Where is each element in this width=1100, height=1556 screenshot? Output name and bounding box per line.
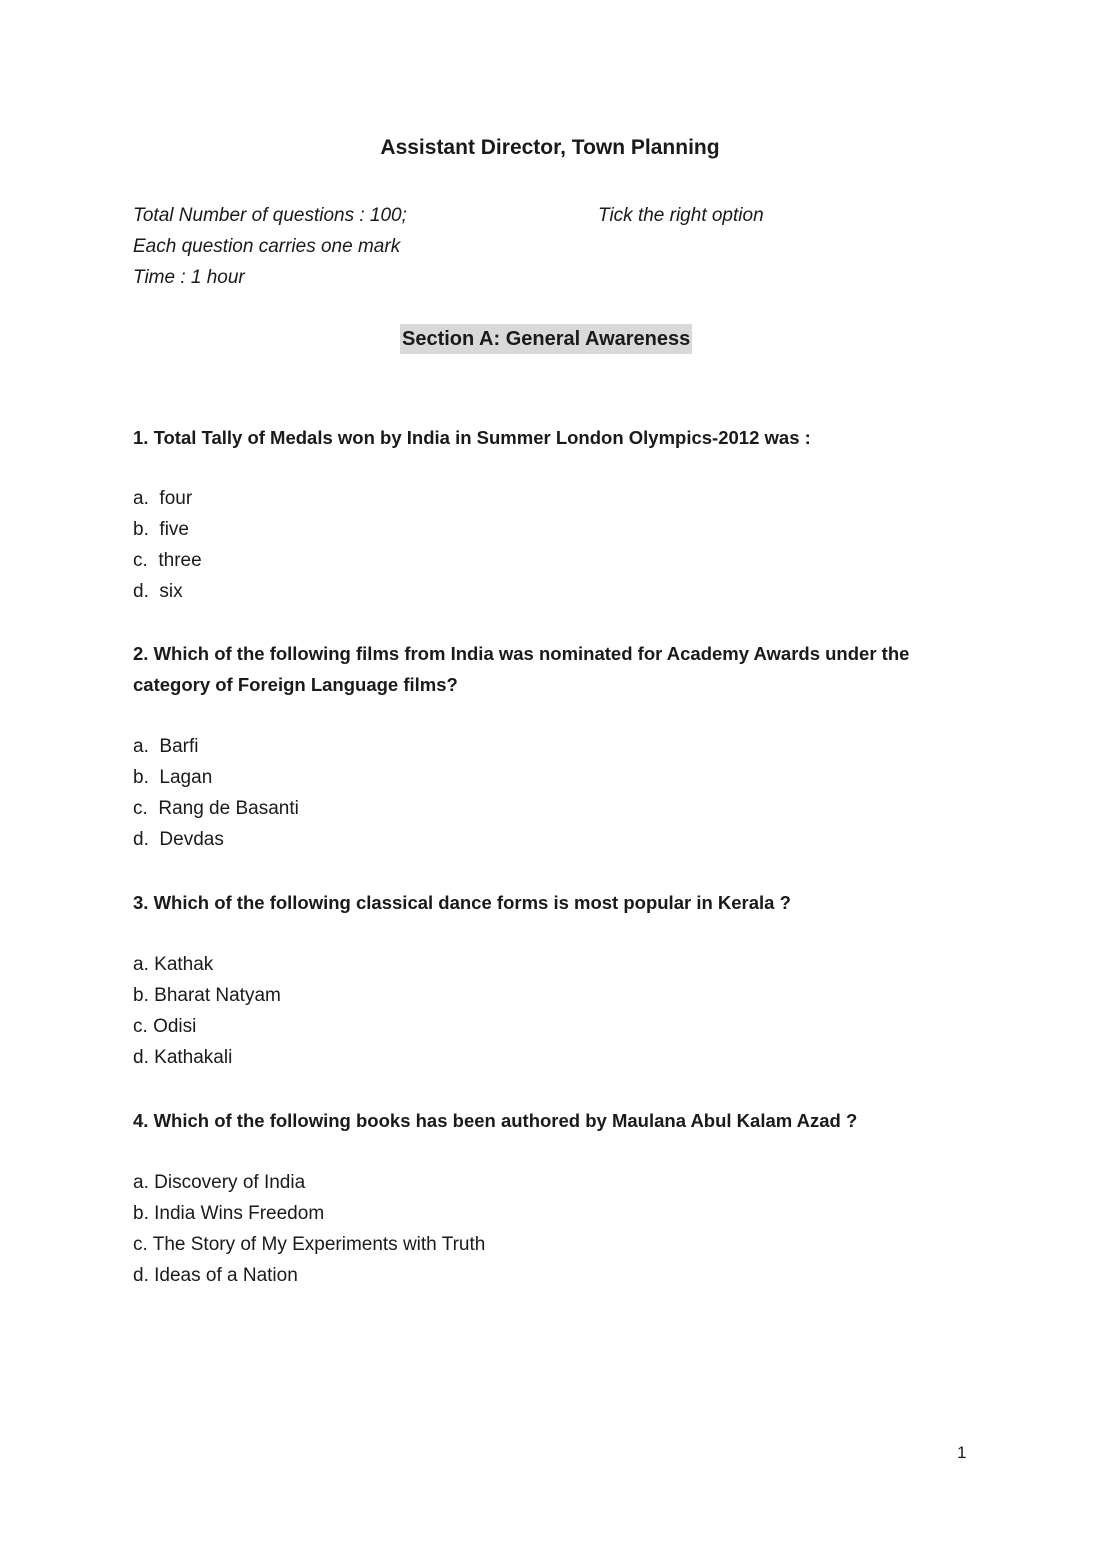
- option-text: Odisi: [153, 1016, 197, 1037]
- option-letter: b.: [133, 985, 149, 1006]
- option-text: three: [158, 550, 202, 571]
- section-heading: Section A: General Awareness: [400, 324, 692, 354]
- question-2-options: [133, 731, 299, 855]
- option-text: India Wins Freedom: [154, 1203, 325, 1224]
- option-3b[interactable]: [133, 980, 281, 1011]
- option-1a[interactable]: [133, 483, 202, 514]
- option-letter: c.: [133, 1016, 148, 1037]
- option-letter: a.: [133, 736, 149, 757]
- meta-instruction: Tick the right option: [598, 205, 764, 226]
- meta-marks: Each question carries one mark: [133, 236, 401, 257]
- option-text: four: [159, 488, 193, 509]
- option-letter: d.: [133, 1047, 149, 1068]
- option-text: Devdas: [159, 829, 224, 850]
- option-letter: b.: [133, 1203, 149, 1224]
- option-letter: a.: [133, 1172, 149, 1193]
- option-text: The Story of My Experiments with Truth: [152, 1234, 486, 1255]
- question-1: 1. Total Tally of Medals won by India in Summer London Olympics-2012 was :: [133, 427, 811, 448]
- option-2a[interactable]: [133, 731, 299, 762]
- option-4d[interactable]: [133, 1260, 485, 1291]
- option-2c[interactable]: [133, 793, 299, 824]
- question-3-options: [133, 949, 281, 1073]
- question-3: 3. Which of the following classical dance forms is most popular in Kerala ?: [133, 892, 791, 913]
- option-text: Barfi: [159, 736, 199, 757]
- question-4-options: [133, 1167, 485, 1291]
- option-letter: c.: [133, 1234, 148, 1255]
- option-1b[interactable]: [133, 514, 202, 545]
- option-letter: a.: [133, 954, 149, 975]
- option-letter: c.: [133, 798, 148, 819]
- option-3a[interactable]: [133, 949, 281, 980]
- option-letter: d.: [133, 1265, 149, 1286]
- option-4b[interactable]: [133, 1198, 485, 1229]
- option-4a[interactable]: [133, 1167, 485, 1198]
- option-letter: d.: [133, 581, 149, 602]
- question-1-options: [133, 483, 202, 607]
- question-2: 2. Which of the following films from India was nominated for Academy Awards under the category of Foreign Language films?: [133, 643, 910, 695]
- option-letter: a.: [133, 488, 149, 509]
- option-text: Ideas of a Nation: [154, 1265, 298, 1286]
- option-2d[interactable]: [133, 824, 299, 855]
- page-title: Assistant Director, Town Planning: [380, 136, 720, 159]
- page-number: 1: [957, 1443, 967, 1462]
- option-text: Bharat Natyam: [154, 985, 281, 1006]
- option-3d[interactable]: [133, 1042, 281, 1073]
- meta-time: Time : 1 hour: [133, 267, 245, 288]
- option-1d[interactable]: [133, 576, 202, 607]
- option-3c[interactable]: [133, 1011, 281, 1042]
- option-2b[interactable]: [133, 762, 299, 793]
- option-1c[interactable]: [133, 545, 202, 576]
- option-letter: b.: [133, 767, 149, 788]
- option-text: Kathakali: [154, 1047, 233, 1068]
- option-letter: d.: [133, 829, 149, 850]
- option-4c[interactable]: [133, 1229, 485, 1260]
- option-letter: b.: [133, 519, 149, 540]
- option-text: five: [159, 519, 189, 540]
- option-text: Kathak: [154, 954, 214, 975]
- option-text: Rang de Basanti: [158, 798, 299, 819]
- option-text: six: [159, 581, 183, 602]
- option-text: Discovery of India: [154, 1172, 306, 1193]
- option-letter: c.: [133, 550, 148, 571]
- meta-total-questions: Total Number of questions : 100;: [133, 205, 407, 226]
- question-4: 4. Which of the following books has been authored by Maulana Abul Kalam Azad ?: [133, 1110, 858, 1131]
- option-text: Lagan: [159, 767, 213, 788]
